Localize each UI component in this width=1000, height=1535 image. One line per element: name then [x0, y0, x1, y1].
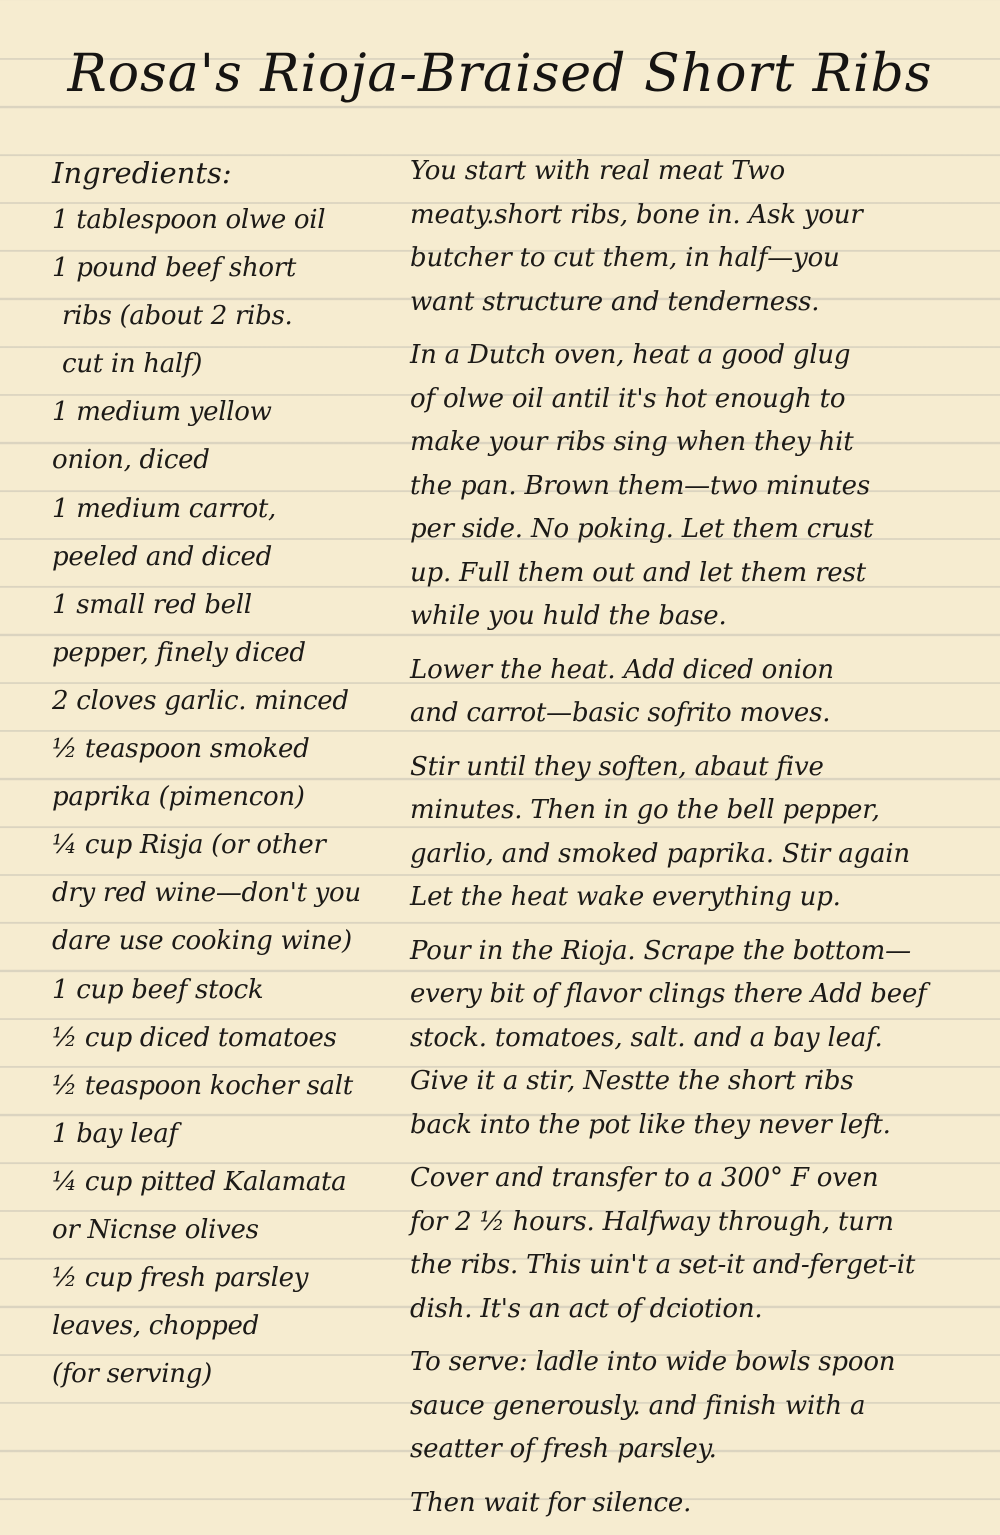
ingredient-line: peeled and diced	[52, 541, 272, 572]
method-paragraph	[410, 930, 990, 1148]
method-line: Pour in the Rioja. Scrape the bottom—	[410, 935, 911, 966]
ingredient-line: or Nicnse olives	[52, 1214, 259, 1245]
method-line: You start with real meat Two	[410, 156, 785, 186]
ingredient-line: paprika (pimencon)	[52, 782, 305, 813]
method-line: To serve: ladle into wide bowls spoon	[410, 1347, 896, 1377]
ingredient-line: ½ teaspoon smoked	[52, 734, 310, 765]
ingredient-line: 1 bay leaf	[52, 1118, 178, 1149]
method-line: the ribs. This uin't a set-it and-ferget-it	[410, 1250, 916, 1280]
method-line: and carrot—basic sofrito moves.	[410, 698, 831, 728]
ingredient-line: 1 cup beef stock	[52, 974, 264, 1005]
method-paragraph	[410, 150, 990, 324]
ingredient-line: (for serving)	[52, 1359, 212, 1390]
method-paragraph	[410, 1341, 990, 1472]
ingredient-line: pepper, finely diced	[52, 637, 306, 668]
method-line: every bit of flavor clings there Add beef	[410, 979, 927, 1009]
ingredient-line: 1 medium yellow	[52, 397, 272, 428]
ingredient-line: dare use cooking wine)	[52, 926, 352, 957]
method-line: Then wait for silence.	[410, 1487, 692, 1518]
ingredient-line: 1 small red bell	[52, 589, 252, 620]
ingredient-line: ½ teaspoon kocher salt	[52, 1070, 353, 1101]
method-line: for 2 ½ hours. Halfway through, turn	[410, 1206, 894, 1237]
method-line: make your ribs sing when they hit	[410, 427, 854, 457]
ingredient-line: ribs (about 2 ribs.	[62, 301, 293, 332]
method-paragraph	[410, 1482, 990, 1526]
method-line: Let the heat wake everything up.	[410, 882, 841, 912]
method-line: sauce generously. and finish with a	[410, 1390, 866, 1421]
method-line: Give it a stir, Nestte the short ribs	[410, 1066, 854, 1096]
method-line: Lower the heat. Add diced onion	[410, 654, 834, 685]
ingredient-line: 2 cloves garlic. minced	[52, 685, 349, 716]
ingredient-line: 1 medium carrot,	[52, 493, 276, 524]
method-line: per side. No poking. Let them crust	[410, 514, 874, 544]
method-line: back into the pot like they never left.	[410, 1109, 891, 1140]
ingredient-line: dry red wine—don't you	[52, 878, 361, 909]
page-title: Rosa's Rioja-Braised Short Ribs	[67, 44, 933, 104]
method-line: dish. It's an act of dciotion.	[410, 1293, 763, 1324]
ingredient-line: cut in half)	[62, 349, 203, 380]
method-line: minutes. Then in go the bell pepper,	[410, 795, 880, 825]
ingredients-heading: Ingredients:	[52, 156, 232, 190]
ingredient-line: leaves, chopped	[52, 1311, 259, 1342]
method-column	[410, 150, 990, 1535]
ingredient-line: onion, diced	[52, 445, 210, 476]
method-line: meaty.short ribs, bone in. Ask your	[410, 199, 863, 230]
method-line: butcher to cut them, in half—you	[410, 243, 840, 273]
ingredient-line: ¼ cup Risja (or other	[52, 830, 326, 861]
ingredient-line: 1 tablespoon olwe oil	[52, 205, 326, 235]
method-line: up. Full them out and let them rest	[410, 557, 866, 588]
ingredient-line: ½ cup fresh parsley	[52, 1263, 309, 1294]
method-line: want structure and tenderness.	[410, 286, 820, 317]
ingredient-line: 1 pound beef short	[52, 253, 297, 284]
method-paragraph	[410, 1157, 990, 1331]
ingredient-line: ¼ cup pitted Kalamata	[52, 1166, 347, 1197]
method-paragraph	[410, 746, 990, 920]
method-line: while you huld the base.	[410, 601, 727, 631]
method-line: garlio, and smoked paprika. Stir again	[410, 838, 910, 869]
ingredients-column	[52, 150, 392, 1398]
method-line: Stir until they soften, abaut five	[410, 751, 824, 782]
method-line: stock. tomatoes, salt. and a bay leaf.	[410, 1022, 883, 1053]
method-line: the pan. Brown them—two minutes	[410, 470, 871, 501]
method-line: In a Dutch oven, heat a good glug	[410, 340, 851, 370]
method-paragraph	[410, 649, 990, 736]
method-line: Cover and transfer to a 300° F oven	[410, 1163, 879, 1193]
method-line: of olwe oil antil it's hot enough to	[410, 383, 846, 414]
method-paragraph	[410, 334, 990, 639]
ingredient-line: ½ cup diced tomatoes	[52, 1022, 337, 1053]
method-line: seatter of fresh parsley.	[410, 1434, 717, 1464]
